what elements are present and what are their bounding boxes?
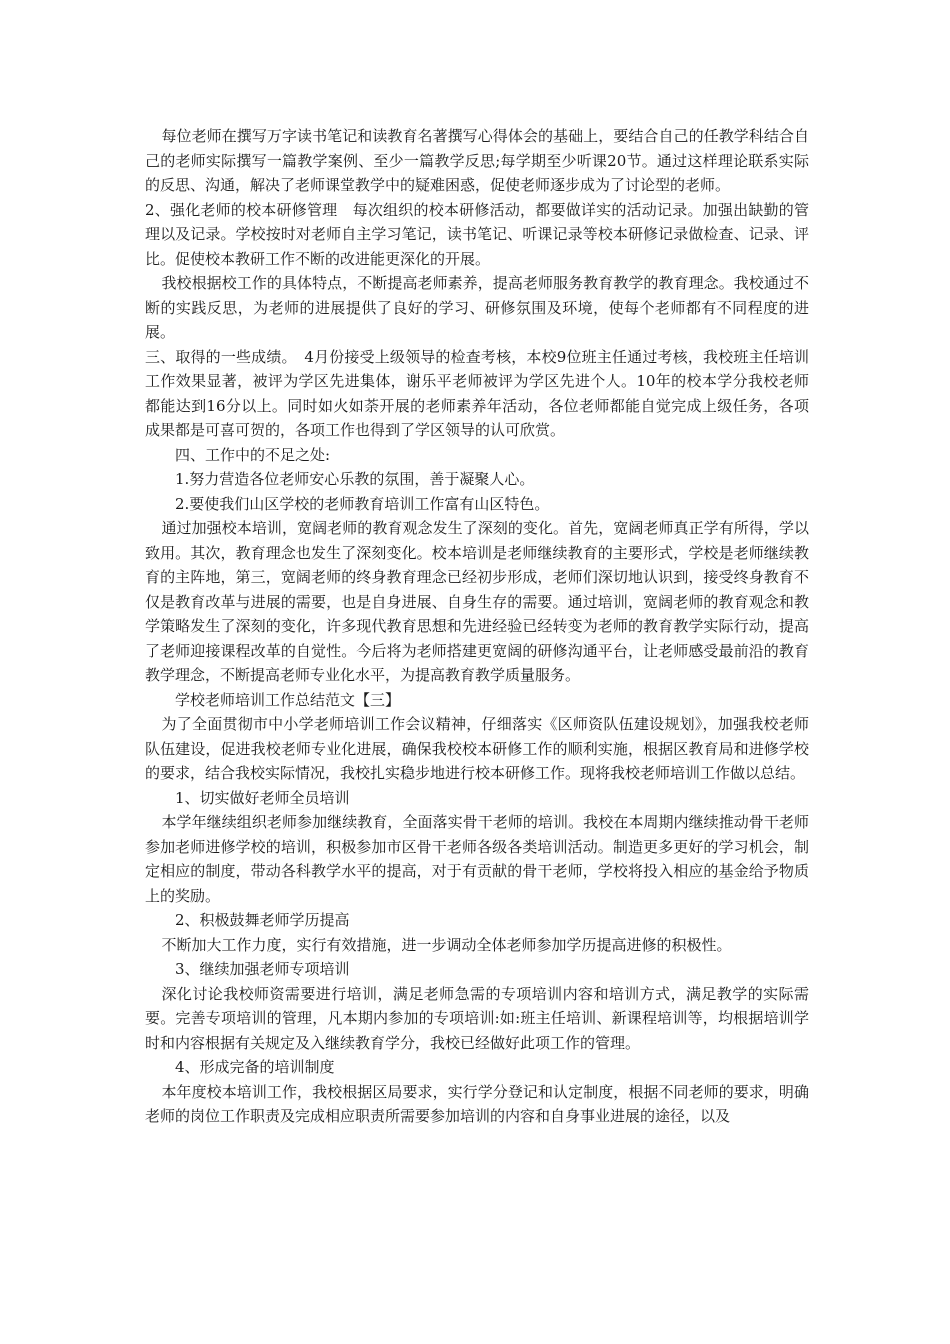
section-heading: 3、继续加强老师专项培训 — [175, 960, 350, 978]
section-heading: 4、形成完备的培训制度 — [175, 1058, 335, 1076]
paragraph: 通过加强校本培训，宽阔老师的教育观念发生了深刻的变化。首先，宽阔老师真正学有所得，学以致用。其次，教育理念也发生了深刻变化。校本培训是老师继续教育的主要形式，学校是老师继续教育的主阵地，第三，宽阔老师的终身教育理念已经初步形成，老师们深切地认识到，接受终身教育不仅是教育改革与进展的需要，也是自身进展、自身生存的需要。通过培训，宽阔老师的教育观念和教学策略发生了深刻的变化，许多现代教育思想和先进经验已经转变为老师的教育教学实际行动，提高了老师迎接课程改革的自觉性。今后将为老师搭建更宽阔的研修沟通平台，让老师感受最前沿的教育教学理念，不断提高老师专业化水平，为提高教育教学质量服务。 — [145, 519, 809, 684]
paragraph: 本年度校本培训工作，我校根据区局要求，实行学分登记和认定制度，根据不同老师的要求，明确老师的岗位工作职责及完成相应职责所需要参加培训的内容和自身事业进展的途径，以及 — [145, 1082, 809, 1125]
paragraph: 每位老师在撰写万字读书笔记和读教育名著撰写心得体会的基础上，要结合自己的任教学科结合自己的老师实际撰写一篇教学案例、至少一篇教学反思;每学期至少听课20节。通过这样理论联系实际的反思、沟通，解决了老师课堂教学中的疑难困惑，促使老师逐步成为了讨论型的老师。 — [145, 127, 809, 194]
paragraph: 不断加大工作力度，实行有效措施，进一步调动全体老师参加学历提高进修的积极性。 — [161, 935, 732, 954]
list-item: 2.要使我们山区学校的老师教育培训工作富有山区特色。 — [175, 494, 550, 513]
paragraph: 我校根据校工作的具体特点，不断提高老师素养，提高老师服务教育教学的教育理念。我校通过不断的实践反思，为老师的进展提供了良好的学习、研修氛围及环境，使每个老师都有不同程度的进展。 — [145, 274, 809, 341]
paragraph: 三、取得的一些成绩。 4月份接受上级领导的检查考核，本校9位班主任通过考核，我校班主任培训工作效果显著，被评为学区先进集体，谢乐平老师被评为学区先进个人。10年的校本学分我校老师都能达到16分以上。同时如火如荼开展的老师素养年活动，各位老师都能自觉完成上级任务，各项成果都是可喜可贺的，各项工作也得到了学区领导的认可欣赏。 — [145, 347, 809, 439]
document-body — [145, 124, 809, 1129]
section-heading: 1、切实做好老师全员培训 — [175, 788, 350, 807]
section-heading: 2、积极鼓舞老师学历提高 — [175, 911, 350, 929]
paragraph: 深化讨论我校师资需要进行培训，满足老师急需的专项培训内容和培训方式，满足教学的实际需要。完善专项培训的管理，凡本期内参加的专项培训:如:班主任培训、新课程培训等，均根据培训学时和内容根据有关规定及入继续教育学分，我校已经做好此项工作的管理。 — [145, 984, 809, 1052]
paragraph: 为了全面贯彻市中小学老师培训工作会议精神，仔细落实《区师资队伍建设规划》，加强我校老师队伍建设，促进我校老师专业化进展，确保我校校本研修工作的顺利实施，根据区教育局和进修学校的要求，结合我校实际情况，我校扎实稳步地进行校本研修工作。现将我校老师培训工作做以总结。 — [145, 715, 809, 782]
paragraph: 本学年继续组织老师参加继续教育，全面落实骨干老师的培训。我校在本周期内继续推动骨干老师参加老师进修学校的培训，积极参加市区骨干老师各级各类培训活动。制造更多更好的学习机会，制定相应的制度，带动各科教学水平的提高，对于有贡献的骨干老师，学校将投入相应的基金给予物质上的奖励。 — [145, 813, 809, 905]
list-item: 1.努力营造各位老师安心乐教的氛围，善于凝聚人心。 — [175, 470, 535, 488]
paragraph: 2、强化老师的校本研修管理 每次组织的校本研修活动，都要做详实的活动记录。加强出缺勤的管理以及记录。学校按时对老师自主学习笔记，读书笔记、听课记录等校本研修记录做检查、记录、评比。促使校本教研工作不断的改进能更深化的开展。 — [145, 200, 809, 268]
section-heading: 四、工作中的不足之处: — [175, 445, 331, 464]
document-title: 学校老师培训工作总结范文【三】 — [175, 690, 401, 709]
